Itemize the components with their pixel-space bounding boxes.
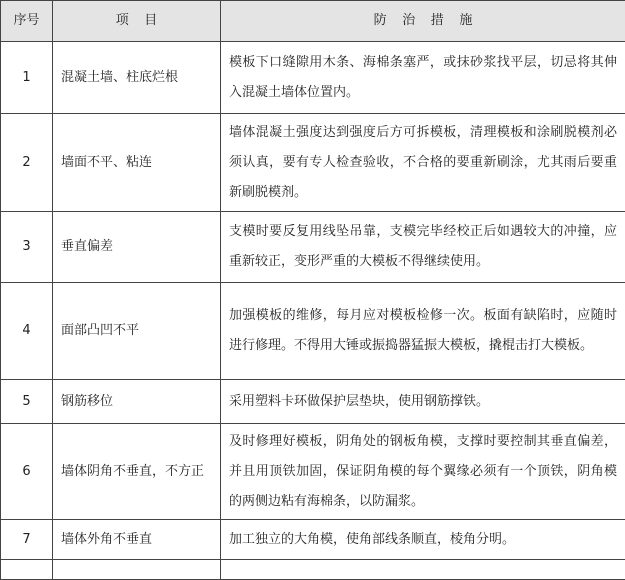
row-measure: 模板下口缝隙用木条、海棉条塞严，或抹砂浆找平层，切忌将其伸入混凝土墙体位置内。 <box>221 42 625 114</box>
table-row <box>1 424 625 520</box>
table-row <box>1 42 625 114</box>
row-item: 墙体阴角不垂直，不方正 <box>53 424 221 520</box>
row-item: 钢筋移位 <box>53 380 221 424</box>
row-no: 5 <box>1 380 53 424</box>
row-empty-cell <box>53 560 221 580</box>
row-no: 4 <box>1 283 53 380</box>
row-no: 3 <box>1 212 53 283</box>
row-measure: 墙体混凝土强度达到强度后方可拆模板，清理模板和涂刷脱模剂必须认真，要有专人检查验收，不合格的要重新刷涂，尤其雨后要重新刷脱模剂。 <box>221 114 625 212</box>
row-no: 7 <box>1 520 53 560</box>
row-item: 墙体外角不垂直 <box>53 520 221 560</box>
row-empty-cell <box>221 560 625 580</box>
header-item: 项目 <box>53 1 221 42</box>
table-header-row <box>1 1 625 42</box>
row-measure: 采用塑料卡环做保护层垫块，使用钢筋撑铁。 <box>221 380 625 424</box>
row-no: 6 <box>1 424 53 520</box>
row-item: 墙面不平、粘连 <box>53 114 221 212</box>
row-no: 1 <box>1 42 53 114</box>
table-row <box>1 520 625 560</box>
table-row-partial <box>1 560 625 580</box>
row-item: 混凝土墙、柱底烂根 <box>53 42 221 114</box>
row-empty-cell <box>1 560 53 580</box>
row-measure: 加工独立的大角模，使角部线条顺直，棱角分明。 <box>221 520 625 560</box>
row-measure: 加强模板的维修，每月应对模板检修一次。板面有缺陷时，应随时进行修理。不得用大锤或振捣器猛振大模板，撬棍击打大模板。 <box>221 283 625 380</box>
table-row <box>1 212 625 283</box>
table-row <box>1 380 625 424</box>
table-row <box>1 114 625 212</box>
table-row <box>1 283 625 380</box>
row-measure: 支模时要反复用线坠吊靠，支模完毕经校正后如遇较大的冲撞，应重新较正，变形严重的大模板不得继续使用。 <box>221 212 625 283</box>
row-measure: 及时修理好模板，阴角处的钢板角模，支撑时要控制其垂直偏差，并且用顶铁加固，保证阴角模的每个翼缘必须有一个顶铁，阴角模的两侧边粘有海棉条，以防漏浆。 <box>221 424 625 520</box>
row-item: 垂直偏差 <box>53 212 221 283</box>
row-no: 2 <box>1 114 53 212</box>
header-no: 序号 <box>1 1 53 42</box>
row-item: 面部凸凹不平 <box>53 283 221 380</box>
header-measure: 防治措施 <box>221 1 625 42</box>
